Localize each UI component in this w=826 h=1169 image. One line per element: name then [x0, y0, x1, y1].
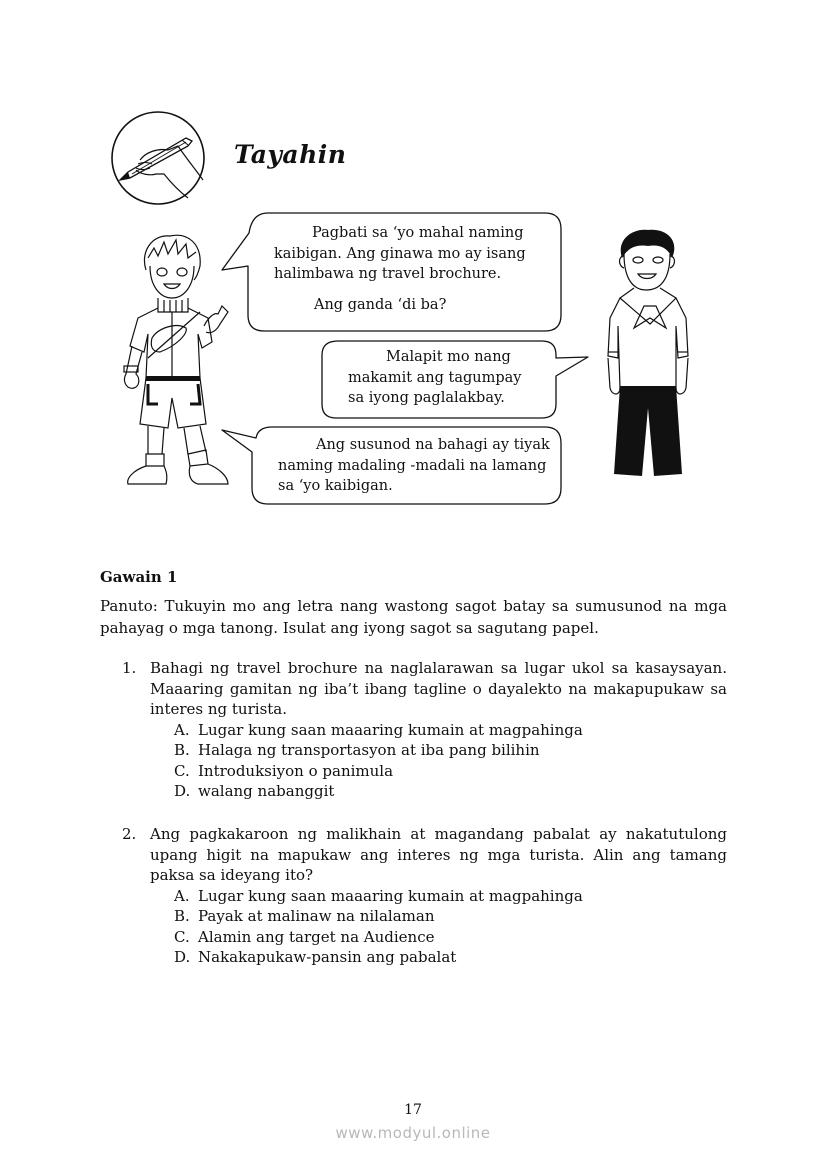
choice-text: walang nabanggit — [198, 782, 335, 800]
section-title: Tayahin — [234, 140, 347, 169]
speech-bubble-3: Ang susunod na bahagi ay tiyak naming madaling -madali na lamang sa ‘yo kaibigan. — [278, 437, 550, 494]
choice-letter: B. — [174, 907, 190, 925]
choice-b — [174, 906, 727, 927]
choice-text: Lugar kung saan maaaring kumain at magpahinga — [198, 720, 583, 739]
question-1 — [122, 658, 727, 802]
question-2 — [122, 824, 727, 968]
choice-b — [174, 740, 727, 761]
answer-choices — [174, 886, 727, 968]
speech-bubble-1 — [274, 223, 544, 315]
choice-letter: A. — [174, 886, 190, 905]
choice-letter: D. — [174, 948, 191, 966]
choice-letter: A. — [174, 720, 190, 739]
question-stem: Bahagi ng travel brochure na naglalarawan sa lugar ukol sa kasaysayan. Maaaring gamitan ng iba’t ibang tagline o dayalekto na makapupukaw sa interes ng turista. — [150, 659, 727, 718]
choice-letter: D. — [174, 782, 191, 800]
choice-a — [174, 720, 727, 741]
choice-text: Lugar kung saan maaaring kumain at magpahinga — [198, 886, 583, 905]
choice-a — [174, 886, 727, 907]
choice-d — [174, 947, 727, 968]
question-stem: Ang pagkakaroon ng malikhain at magandang pabalat ay nakatutulong upang higit na mapukaw ang interes ng mga turista. Alin ang tamang paksa sa ideyang ito? — [150, 825, 727, 884]
choice-c — [174, 761, 727, 782]
question-number: 1. — [122, 659, 137, 677]
answer-choices — [174, 720, 727, 802]
choice-text: Halaga ng transportasyon at iba pang bilihin — [198, 741, 540, 759]
page-number: 17 — [404, 1102, 422, 1118]
watermark: www.modyul.online — [335, 1124, 491, 1142]
speech-bubble-2: Malapit mo nang makamit ang tagumpay sa iyong paglalakbay. — [348, 349, 522, 406]
question-number: 2. — [122, 825, 137, 843]
activity-heading: Gawain 1 — [100, 568, 178, 586]
choice-c — [174, 927, 727, 948]
choice-text: Introduksiyon o panimula — [198, 761, 394, 780]
choice-text: Alamin ang target na Audience — [198, 927, 435, 946]
choice-letter: C. — [174, 761, 190, 780]
choice-text: Nakakapukaw-pansin ang pabalat — [198, 948, 457, 966]
bubble-1-line-2: Ang ganda ‘di ba? — [314, 296, 447, 313]
choice-letter: C. — [174, 927, 190, 946]
bubble-1-line-1: Pagbati sa ‘yo mahal naming kaibigan. Ang ginawa mo ay isang halimbawa ng travel brochure. — [274, 225, 526, 282]
choice-letter: B. — [174, 741, 190, 759]
choice-text: Payak at malinaw na nilalaman — [198, 907, 435, 925]
activity-instructions: Panuto: Tukuyin mo ang letra nang wastong sagot batay sa sumusunod na mga pahayag o mga tanong. Isulat ang iyong sagot sa sagutang papel. — [100, 597, 727, 637]
choice-d — [174, 781, 727, 802]
